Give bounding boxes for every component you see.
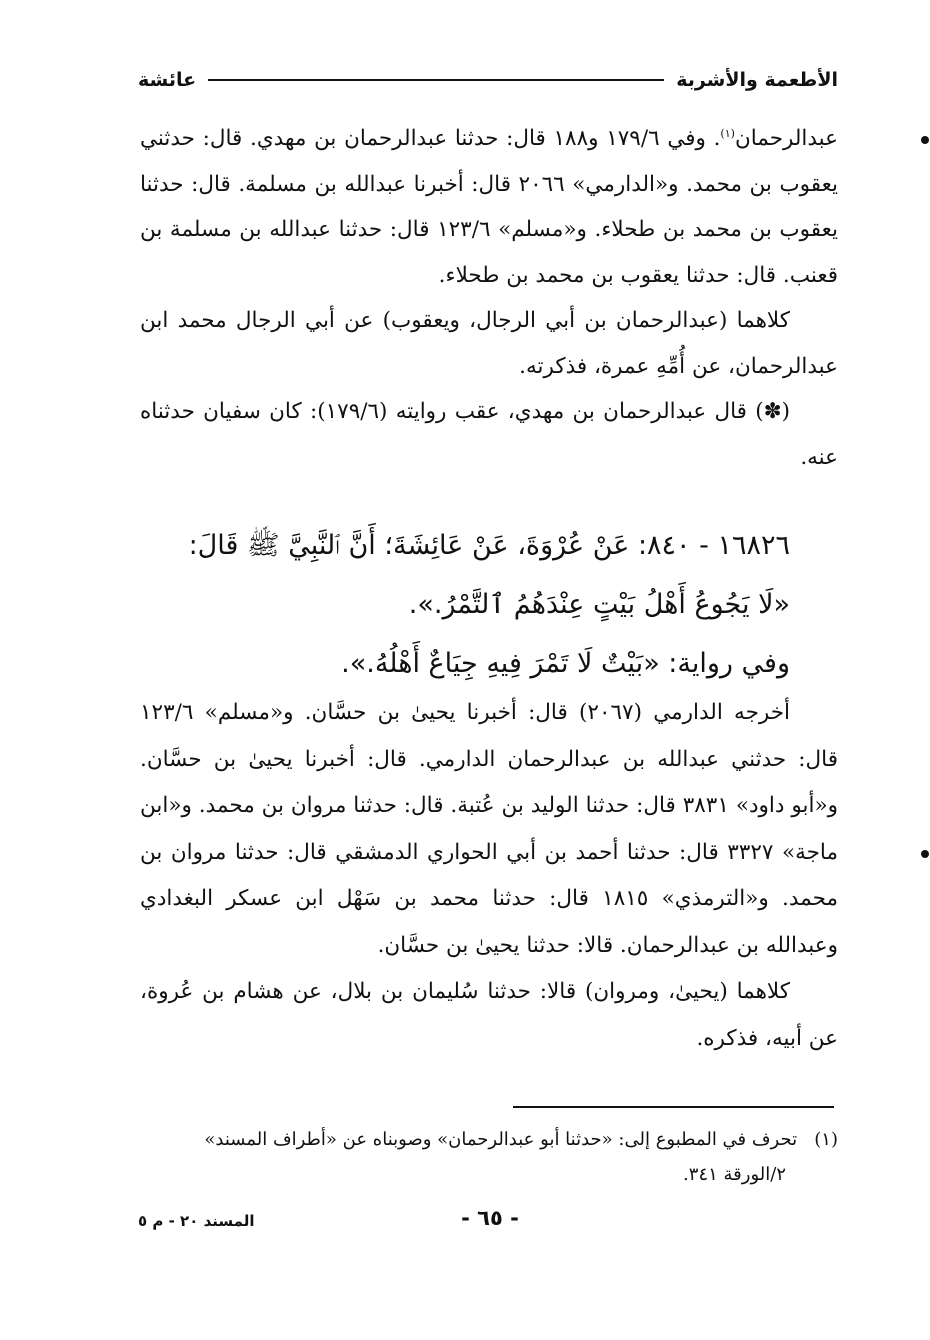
commentary-block-1 (140, 116, 838, 480)
sources-text-rest: . وفي ١٧٩/٦ و١٨٨ قال: حدثنا عبدالرحمان بن مهدي. قال: حدثني يعقوب بن محمد. و«الدارمي» ٢٠٦٦ قال: أخبرنا عبدالله بن مسلمة. قال: حدثنا يعقوب بن محمد بن طحلاء. و«مسلم» ١٢٣/٦ قال: حدثنا عبدالله بن مسلمة بن قعنب. قال: حدثنا يعقوب بن محمد بن طحلاء. (140, 126, 838, 288)
footnote-number: (١) (814, 1129, 838, 1150)
conclusion-paragraph: كلاهما (يحيىٰ، ومروان) قالا: حدثنا سُليمان بن بلال، عن هشام بن عُروة، عن أبيه، فذكره. (140, 979, 838, 1051)
footnote-text: تحرف في المطبوع إلى: «حدثنا أبو عبدالرحمان» وصوبناه عن «أطراف المسند» (204, 1129, 798, 1150)
footnote-separator (513, 1106, 834, 1108)
narrator-name: عائشة (138, 69, 197, 91)
section-title: الأطعمة والأشربة (676, 69, 838, 91)
commentary-block-2 (140, 690, 838, 1062)
volume-signature: المسند ٢٠ - م ٥ (138, 1212, 255, 1230)
hadith-line-1: ١٦٨٢٦ - ٨٤٠: عَنْ عُرْوَةَ، عَنْ عَائِشَةَ؛ أَنَّ ٱلنَّبِيَّ ﷺ قَالَ: (188, 530, 790, 561)
hadith-line-3: وفي رواية: «بَيْتٌ لَا تَمْرَ فِيهِ جِيَاعٌ أَهْلُهُ.». (341, 648, 790, 679)
sources-text-start: عبدالرحمان (734, 126, 838, 151)
hadith-text (140, 516, 838, 693)
header-rule (208, 79, 664, 81)
note-paragraph: (✽) قال عبدالرحمان بن مهدي، عقب روايته (١٧٩/٦): كان سفيان حدثناه عنه. (140, 399, 838, 470)
footnote (140, 1122, 838, 1192)
footnote-line-2: ٢/الورقة ٣٤١. (683, 1164, 786, 1185)
footnote-line-1 (140, 1122, 838, 1157)
page-number: - ٦٥ - (461, 1206, 519, 1230)
scan-edge-mark (921, 136, 929, 144)
scan-edge-mark (921, 850, 929, 858)
footnote-marker[interactable]: (١) (720, 126, 735, 140)
sources-paragraph (140, 116, 838, 298)
takhrij-paragraph: أخرجه الدارمي (٢٠٦٧) قال: أخبرنا يحيىٰ بن حسَّان. و«مسلم» ١٢٣/٦ قال: حدثني عبدالله بن عبدالرحمان الدارمي. قال: أخبرنا يحيىٰ بن حسَّان. و«أبو داود» ٣٨٣١ قال: حدثنا الوليد بن عُتبة. قال: حدثنا مروان بن محمد. و«ابن ماجة» ٣٣٢٧ قال: حدثنا أحمد بن أبي الحواري الدمشقي قال: حدثنا مروان بن محمد. و«الترمذي» ١٨١٥ قال: حدثنا محمد بن سَهْل ابن عسكر البغدادي وعبدالله بن عبدالرحمان. قالا: حدثنا يحيىٰ بن حسَّان. (140, 700, 838, 958)
chain-paragraph: كلاهما (عبدالرحمان بن أبي الرجال، ويعقوب) عن أبي الرجال محمد ابن عبدالرحمان، عن أُمِّهِ عمرة، فذكرته. (140, 308, 838, 379)
running-header (138, 62, 838, 98)
hadith-line-2: «لَا يَجُوعُ أَهْلُ بَيْتٍ عِنْدَهُمُ ٱلتَّمْرُ.». (408, 589, 790, 620)
